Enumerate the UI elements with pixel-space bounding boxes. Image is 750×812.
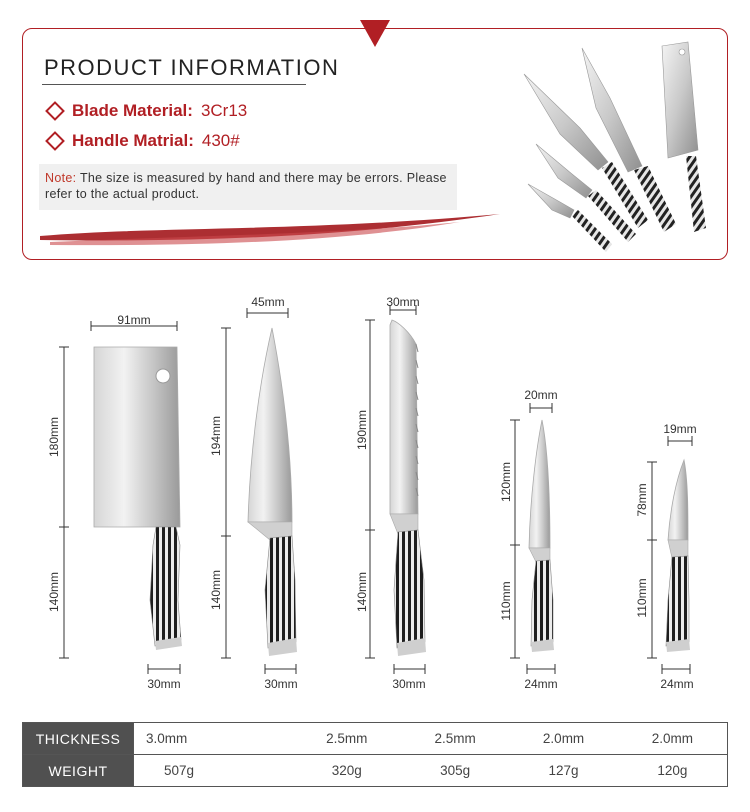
chef-knife-handle-length: 140mm xyxy=(209,569,223,611)
bread-knife-blade-length: 190mm xyxy=(355,409,369,451)
knife-set-image xyxy=(500,38,722,258)
table-cell: 2.5mm xyxy=(401,723,509,755)
paring-knife-handle-width: 24mm xyxy=(660,677,694,691)
table-cell: 3.0mm xyxy=(134,723,293,755)
chef-knife-drawing xyxy=(248,328,297,656)
table-cell: 305g xyxy=(401,755,509,787)
note-text: The size is measured by hand and there may be errors. Please refer to the actual product. xyxy=(45,171,447,201)
diamond-bullet-icon xyxy=(45,131,65,151)
cleaver-drawing xyxy=(94,347,182,650)
table-cell: 507g xyxy=(134,755,293,787)
table-cell: 127g xyxy=(509,755,617,787)
cleaver-handle-length: 140mm xyxy=(47,571,61,613)
spec-blade-material xyxy=(46,101,247,121)
chef-knife-blade-width: 45mm xyxy=(251,295,285,309)
table-cell: 2.0mm xyxy=(509,723,617,755)
table-row-thickness xyxy=(23,723,728,755)
utility-knife-drawing xyxy=(529,420,554,652)
paring-knife-blade-length: 78mm xyxy=(635,483,649,517)
bread-knife-handle-length: 140mm xyxy=(355,571,369,613)
cleaver-handle-width: 30mm xyxy=(147,677,181,691)
table-cell: 120g xyxy=(618,755,728,787)
knife-dimensions-figure xyxy=(0,270,750,710)
thickness-header: THICKNESS xyxy=(23,723,134,755)
cleaver-blade-length: 180mm xyxy=(47,416,61,458)
paring-knife-handle-length: 110mm xyxy=(635,578,649,618)
product-info-title: PRODUCT INFORMATION xyxy=(44,55,340,80)
utility-knife-handle-length: 110mm xyxy=(499,581,513,621)
bread-knife-blade-width: 30mm xyxy=(386,295,420,309)
decorative-swoosh xyxy=(40,212,500,248)
paring-knife-blade-width: 19mm xyxy=(663,422,697,436)
bread-knife-handle-width: 30mm xyxy=(392,677,426,691)
weight-header: WEIGHT xyxy=(23,755,134,787)
triangle-marker-icon xyxy=(360,20,390,47)
diamond-bullet-icon xyxy=(45,101,65,121)
note xyxy=(45,170,455,202)
table-cell: 320g xyxy=(293,755,401,787)
spec-label: Handle Matrial: xyxy=(72,131,194,150)
bread-knife-drawing xyxy=(390,320,426,656)
table-cell: 2.0mm xyxy=(618,723,728,755)
spec-label: Blade Material: xyxy=(72,101,193,120)
paring-knife-drawing xyxy=(666,460,690,652)
cleaver-photo xyxy=(662,42,706,232)
spec-value: 3Cr13 xyxy=(200,101,248,120)
table-cell: 2.5mm xyxy=(293,723,401,755)
utility-knife-blade-width: 20mm xyxy=(524,388,558,402)
spec-table xyxy=(22,722,728,787)
chef-knife-blade-length: 194mm xyxy=(209,415,223,457)
cleaver-blade-width: 91mm xyxy=(117,313,151,327)
note-label: Note: xyxy=(45,171,77,185)
spec-value: 430# xyxy=(201,131,240,150)
chef-knife-handle-width: 30mm xyxy=(264,677,298,691)
table-row-weight xyxy=(23,755,728,787)
utility-knife-blade-length: 120mm xyxy=(499,461,513,503)
utility-knife-handle-width: 24mm xyxy=(524,677,558,691)
spec-handle-material xyxy=(46,131,240,151)
title-underline xyxy=(42,84,306,85)
